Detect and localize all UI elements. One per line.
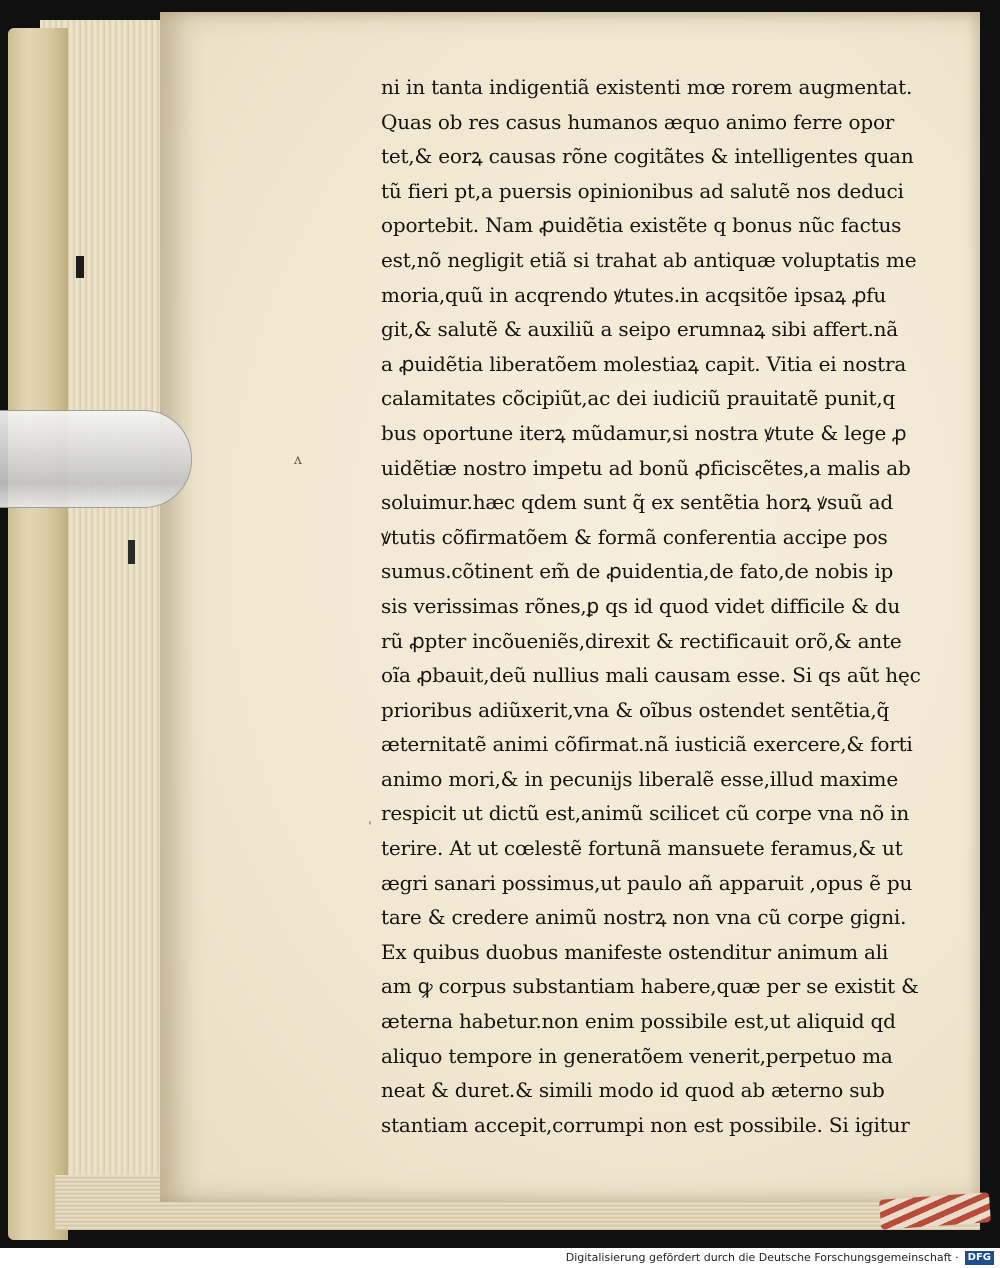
text-line: oportebit. Nam ꝓuidẽtia existẽte q bonus nũc factus <box>381 213 902 238</box>
glass-page-weight <box>0 410 192 508</box>
text-line: ægri sanari possimus,ut paulo añ apparuit ,opus ẽ pu <box>381 870 913 895</box>
text-line: Ex quibus duobus manifeste ostenditur animum ali <box>381 939 889 964</box>
dfg-logo[interactable]: DFG <box>965 1251 994 1265</box>
page-text <box>381 70 933 1142</box>
text-line: tet,& eorꝝ causas rõne cogitãtes & intelligentes quan <box>381 144 914 169</box>
text-line: Quas ob res casus humanos æquo animo ferre opor <box>381 109 895 134</box>
text-line: a ꝓuidẽtia liberatõem molestiaꝝ capit. Vitia ei nostra <box>381 351 907 376</box>
text-line: est,nõ negligit etiã si trahat ab antiquæ voluptatis me <box>381 247 917 272</box>
footer <box>566 1250 994 1266</box>
text-line: moria,quũ in acqrendo ꝟtutes.in acqsitõe ipsaꝝ ꝓfu <box>381 282 887 307</box>
text-line: git,& salutẽ & auxiliũ a seipo erumnaꝝ sibi affert.nã <box>381 317 899 342</box>
book-cover-edge <box>8 28 68 1240</box>
text-line: æternitatẽ animi cõfirmat.nã iusticiã exercere,& forti <box>381 732 913 757</box>
page-tab-marker <box>128 540 135 564</box>
text-line: soluimur.hæc qdem sunt q̃ ex sentẽtia horꝝ ꝟsuũ ad <box>381 490 893 515</box>
text-line: sis verissimas rõnes,ꝑ qs id quod videt difficile & du <box>381 593 901 618</box>
page-tab-marker <box>76 256 84 278</box>
text-line: ni in tanta indigentiã existenti mœ rorem augmentat. <box>381 75 913 99</box>
text-line: stantiam accepit,corrumpi non est possibile. Si igitur <box>381 1112 910 1137</box>
text-line: respicit ut dictũ est,animũ scilicet cũ corpe vna nõ in <box>381 801 910 826</box>
text-line: terire. At ut cœlestẽ fortunã mansuete feramus,& ut <box>381 836 903 861</box>
text-line: prioribus adiũxerit,vna & oĩbus ostendet sentẽtia,q̃ <box>381 697 890 722</box>
text-line: æterna habetur.non enim possibile est,ut aliquid qd <box>381 1009 896 1034</box>
text-line: sumus.cõtinent em̃ de ꝓuidentia,de fato,de nobis ip <box>381 559 894 584</box>
text-line: tare & credere animũ nostrꝝ non vna cũ corpe gigni. <box>381 905 907 930</box>
text-line: uidẽtiæ nostro impetu ad bonũ ꝓficiscẽtes,a malis ab <box>381 455 911 480</box>
text-line: neat & duret.& simili modo id quod ab æterno sub <box>381 1078 885 1103</box>
margin-mark: ʌ <box>294 452 302 468</box>
text-line: calamitates cõcipiũt,ac dei iudiciũ prauitatẽ punit,q <box>381 386 896 411</box>
margin-mark: ˈ <box>368 820 372 836</box>
text-line: ꝟtutis cõfirmatõem & formã conferentia accipe pos <box>381 524 888 549</box>
text-line: animo mori,& in pecunijs liberalẽ esse,illud maxime <box>381 766 898 791</box>
text-line: oĩa ꝓbauit,deũ nullius mali causam esse. Si qs aũt hęc <box>381 663 921 688</box>
text-line: tũ fieri pt,a puersis opinionibus ad salutẽ nos deduci <box>381 178 904 203</box>
text-line: rũ ꝓpter incõueniẽs,direxit & rectificauit orõ,& ante <box>381 628 902 653</box>
text-line: am ꝙ corpus substantiam habere,quæ per se existit & <box>381 974 919 999</box>
text-line: bus oportune iterꝝ mũdamur,si nostra ꝟtute & lege ꝓ <box>381 420 907 445</box>
text-line: aliquo tempore in generatõem venerit,perpetuo ma <box>381 1043 893 1068</box>
footer-credit: Digitalisierung gefördert durch die Deutsche Forschungsgemeinschaft · <box>565 1251 959 1264</box>
